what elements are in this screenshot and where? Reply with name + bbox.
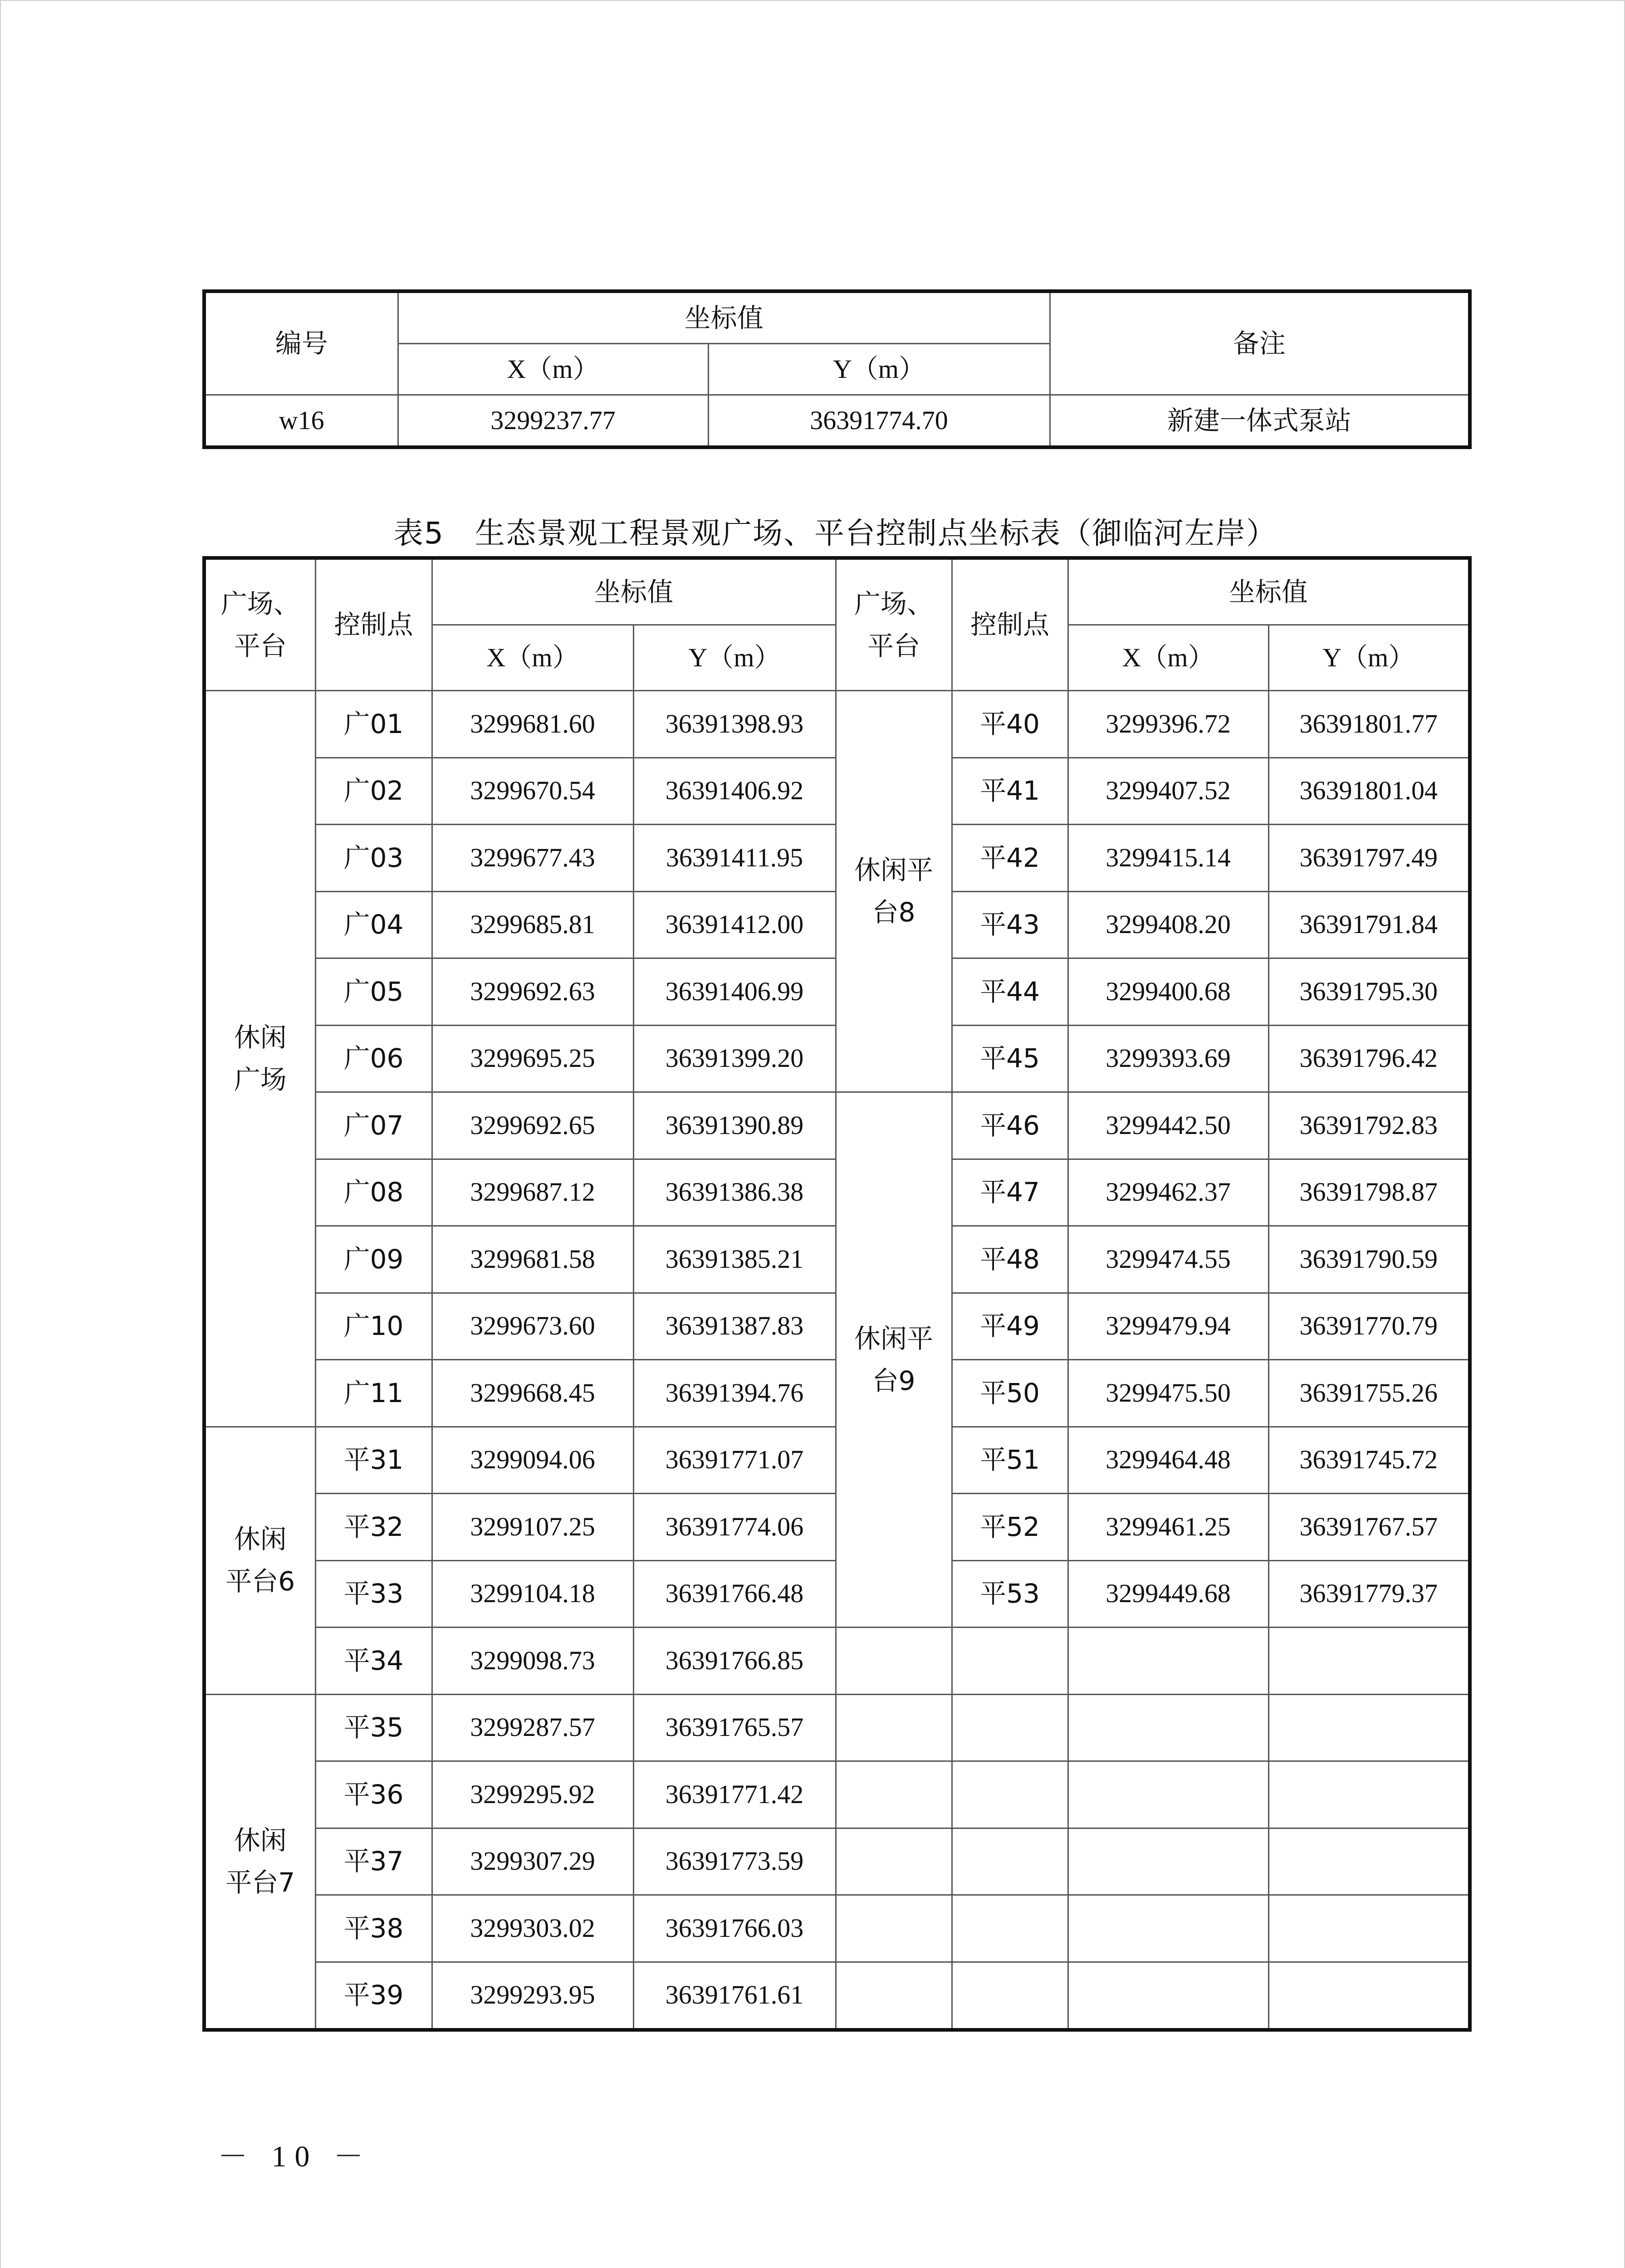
empty-cell (836, 1828, 952, 1895)
empty-cell (1068, 1828, 1268, 1895)
x-coordinate: 3299449.68 (1068, 1560, 1268, 1628)
empty-cell (1068, 1895, 1268, 1962)
x-coordinate: 3299692.63 (432, 958, 633, 1026)
group-label: 休闲平 台8 (836, 691, 952, 1092)
table-header-row (204, 291, 1470, 344)
header-x-left: X（m） (432, 625, 633, 691)
y-coordinate: 36391801.77 (1268, 691, 1470, 758)
control-point-id: 平49 (952, 1293, 1068, 1360)
x-coordinate: 3299668.45 (432, 1360, 633, 1427)
control-point-id: 平37 (315, 1828, 432, 1895)
table-header-row (204, 558, 1470, 625)
table-row (204, 1895, 1470, 1962)
empty-cell (1068, 1694, 1268, 1761)
control-point-id: 平38 (315, 1895, 432, 1962)
table-caption: 表5 生态景观工程景观广场、平台控制点坐标表（御临河左岸） (393, 516, 1277, 551)
cell-y: 36391774.70 (708, 395, 1050, 448)
y-coordinate: 36391767.57 (1268, 1494, 1470, 1561)
x-coordinate: 3299307.29 (432, 1828, 633, 1895)
x-coordinate: 3299287.57 (432, 1694, 633, 1761)
control-point-id: 广01 (315, 691, 432, 758)
control-point-id: 平40 (952, 691, 1068, 758)
x-coordinate: 3299681.60 (432, 691, 633, 758)
empty-cell (1268, 1694, 1470, 1761)
table-row (204, 691, 1470, 758)
table-row (204, 1092, 1470, 1159)
table-row (204, 1761, 1470, 1828)
y-coordinate: 36391773.59 (633, 1828, 836, 1895)
x-coordinate: 3299393.69 (1068, 1025, 1268, 1092)
x-coordinate: 3299474.55 (1068, 1226, 1268, 1293)
y-coordinate: 36391790.59 (1268, 1226, 1470, 1293)
y-coordinate: 36391771.07 (633, 1427, 836, 1494)
header-point-right: 控制点 (952, 558, 1068, 691)
table-row (204, 1694, 1470, 1761)
y-coordinate: 36391745.72 (1268, 1427, 1470, 1494)
empty-cell (836, 1694, 952, 1761)
control-point-id: 平32 (315, 1494, 432, 1561)
x-coordinate: 3299687.12 (432, 1159, 633, 1226)
table-row (204, 1628, 1470, 1695)
table-row (204, 395, 1470, 448)
x-coordinate: 3299407.52 (1068, 758, 1268, 825)
control-point-id: 平48 (952, 1226, 1068, 1293)
x-coordinate: 3299695.25 (432, 1025, 633, 1092)
pump-station-table (202, 289, 1472, 449)
empty-cell (952, 1628, 1068, 1695)
y-coordinate: 36391771.42 (633, 1761, 836, 1828)
header-x: X（m） (398, 344, 708, 395)
y-coordinate: 36391406.92 (633, 758, 836, 825)
y-coordinate: 36391411.95 (633, 825, 836, 892)
cell-note: 新建一体式泵站 (1050, 395, 1470, 448)
x-coordinate: 3299094.06 (432, 1427, 633, 1494)
control-point-table (202, 556, 1472, 2032)
empty-cell (836, 1962, 952, 2030)
control-point-id: 广03 (315, 825, 432, 892)
header-group-right: 广场、 平台 (836, 558, 952, 691)
table-row (204, 1828, 1470, 1895)
control-point-id: 广09 (315, 1226, 432, 1293)
control-point-id: 广11 (315, 1360, 432, 1427)
empty-cell (836, 1628, 952, 1695)
empty-cell (952, 1694, 1068, 1761)
control-point-id: 平45 (952, 1025, 1068, 1092)
x-coordinate: 3299408.20 (1068, 891, 1268, 958)
x-coordinate: 3299462.37 (1068, 1159, 1268, 1226)
y-coordinate: 36391791.84 (1268, 891, 1470, 958)
y-coordinate: 36391386.38 (633, 1159, 836, 1226)
y-coordinate: 36391770.79 (1268, 1293, 1470, 1360)
x-coordinate: 3299293.95 (432, 1962, 633, 2030)
control-point-id: 平51 (952, 1427, 1068, 1494)
y-coordinate: 36391390.89 (633, 1092, 836, 1159)
group-label: 休闲 广场 (204, 691, 315, 1427)
x-coordinate: 3299692.65 (432, 1092, 633, 1159)
header-coord-left: 坐标值 (432, 558, 836, 625)
y-coordinate: 36391796.42 (1268, 1025, 1470, 1092)
control-point-id: 平36 (315, 1761, 432, 1828)
control-point-id: 平47 (952, 1159, 1068, 1226)
control-point-id: 平50 (952, 1360, 1068, 1427)
group-label: 休闲 平台7 (204, 1694, 315, 2030)
control-point-id: 平53 (952, 1560, 1068, 1628)
y-coordinate: 36391766.48 (633, 1560, 836, 1628)
y-coordinate: 36391797.49 (1268, 825, 1470, 892)
cell-code: w16 (204, 395, 398, 448)
y-coordinate: 36391394.76 (633, 1360, 836, 1427)
x-coordinate: 3299415.14 (1068, 825, 1268, 892)
empty-cell (1068, 1761, 1268, 1828)
control-point-id: 广06 (315, 1025, 432, 1092)
empty-cell (1268, 1828, 1470, 1895)
header-y: Y（m） (708, 344, 1050, 395)
empty-cell (952, 1761, 1068, 1828)
x-coordinate: 3299442.50 (1068, 1092, 1268, 1159)
table-row (204, 1962, 1470, 2030)
control-point-id: 广04 (315, 891, 432, 958)
y-coordinate: 36391398.93 (633, 691, 836, 758)
header-coord-right: 坐标值 (1068, 558, 1470, 625)
header-code: 编号 (204, 291, 398, 395)
x-coordinate: 3299107.25 (432, 1494, 633, 1561)
empty-cell (836, 1895, 952, 1962)
header-coord: 坐标值 (398, 291, 1050, 344)
control-point-id: 平31 (315, 1427, 432, 1494)
y-coordinate: 36391387.83 (633, 1293, 836, 1360)
header-group-left: 广场、 平台 (204, 558, 315, 691)
control-point-id: 广08 (315, 1159, 432, 1226)
empty-cell (1268, 1628, 1470, 1695)
control-point-id: 平42 (952, 825, 1068, 892)
control-point-id: 平39 (315, 1962, 432, 2030)
control-point-id: 广02 (315, 758, 432, 825)
header-note: 备注 (1050, 291, 1470, 395)
control-point-id: 平44 (952, 958, 1068, 1026)
empty-cell (952, 1895, 1068, 1962)
x-coordinate: 3299673.60 (432, 1293, 633, 1360)
group-label: 休闲 平台6 (204, 1427, 315, 1694)
x-coordinate: 3299681.58 (432, 1226, 633, 1293)
control-point-id: 平52 (952, 1494, 1068, 1561)
y-coordinate: 36391755.26 (1268, 1360, 1470, 1427)
y-coordinate: 36391406.99 (633, 958, 836, 1026)
control-point-id: 平35 (315, 1694, 432, 1761)
page-number: － 10 － (218, 2140, 372, 2173)
cell-x: 3299237.77 (398, 395, 708, 448)
y-coordinate: 36391774.06 (633, 1494, 836, 1561)
x-coordinate: 3299303.02 (432, 1895, 633, 1962)
group-label: 休闲平 台9 (836, 1092, 952, 1628)
y-coordinate: 36391399.20 (633, 1025, 836, 1092)
header-x-right: X（m） (1068, 625, 1268, 691)
x-coordinate: 3299396.72 (1068, 691, 1268, 758)
y-coordinate: 36391385.21 (633, 1226, 836, 1293)
empty-cell (1068, 1628, 1268, 1695)
empty-cell (952, 1962, 1068, 2030)
y-coordinate: 36391766.03 (633, 1895, 836, 1962)
y-coordinate: 36391412.00 (633, 891, 836, 958)
x-coordinate: 3299104.18 (432, 1560, 633, 1628)
header-y-left: Y（m） (633, 625, 836, 691)
x-coordinate: 3299295.92 (432, 1761, 633, 1828)
x-coordinate: 3299098.73 (432, 1628, 633, 1695)
x-coordinate: 3299461.25 (1068, 1494, 1268, 1561)
y-coordinate: 36391765.57 (633, 1694, 836, 1761)
y-coordinate: 36391792.83 (1268, 1092, 1470, 1159)
empty-cell (952, 1828, 1068, 1895)
x-coordinate: 3299670.54 (432, 758, 633, 825)
control-point-id: 广10 (315, 1293, 432, 1360)
control-point-id: 平33 (315, 1560, 432, 1628)
x-coordinate: 3299677.43 (432, 825, 633, 892)
x-coordinate: 3299464.48 (1068, 1427, 1268, 1494)
control-point-id: 广05 (315, 958, 432, 1026)
y-coordinate: 36391779.37 (1268, 1560, 1470, 1628)
y-coordinate: 36391795.30 (1268, 958, 1470, 1026)
x-coordinate: 3299685.81 (432, 891, 633, 958)
empty-cell (1268, 1962, 1470, 2030)
empty-cell (1268, 1895, 1470, 1962)
empty-cell (836, 1761, 952, 1828)
header-y-right: Y（m） (1268, 625, 1470, 691)
x-coordinate: 3299475.50 (1068, 1360, 1268, 1427)
y-coordinate: 36391801.04 (1268, 758, 1470, 825)
y-coordinate: 36391761.61 (633, 1962, 836, 2030)
control-point-id: 平34 (315, 1628, 432, 1695)
control-point-id: 广07 (315, 1092, 432, 1159)
y-coordinate: 36391766.85 (633, 1628, 836, 1695)
empty-cell (1268, 1761, 1470, 1828)
control-point-id: 平41 (952, 758, 1068, 825)
x-coordinate: 3299400.68 (1068, 958, 1268, 1026)
y-coordinate: 36391798.87 (1268, 1159, 1470, 1226)
control-point-id: 平43 (952, 891, 1068, 958)
control-point-id: 平46 (952, 1092, 1068, 1159)
empty-cell (1068, 1962, 1268, 2030)
x-coordinate: 3299479.94 (1068, 1293, 1268, 1360)
header-point-left: 控制点 (315, 558, 432, 691)
